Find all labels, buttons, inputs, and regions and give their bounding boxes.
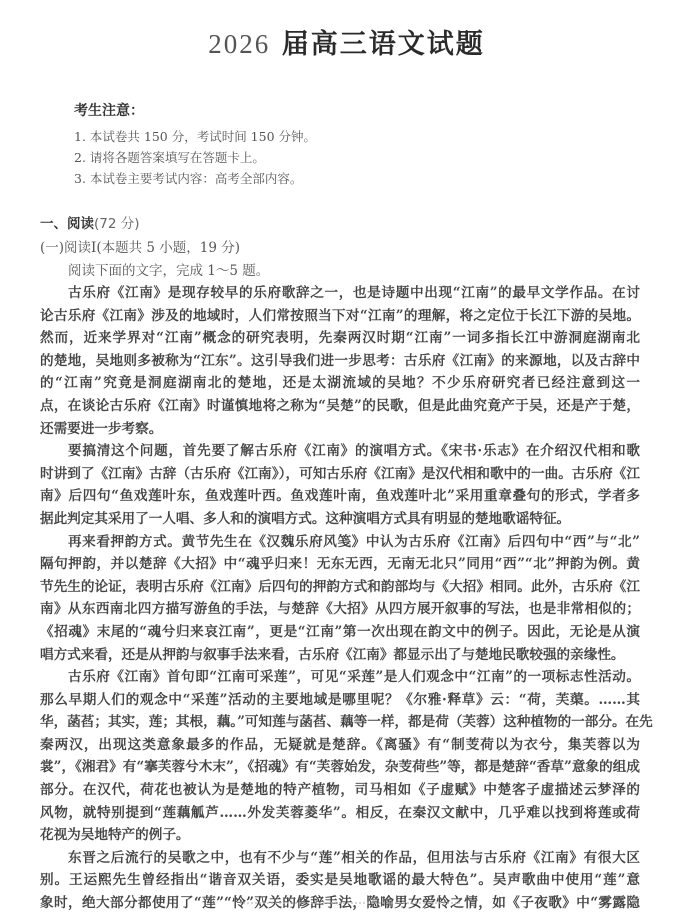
passage-line: 论古乐府《江南》涉及的地域时，人们常按照当下对“江南”的理解，将之定位于长江下游的吴地。 bbox=[40, 307, 640, 324]
passage-line: 的楚地，吴地则多被称为“江东”。这引导我们进一步思考：古乐府《江南》的来源地，以及古辞中 bbox=[40, 352, 640, 369]
passage-line: 点，在谈论古乐府《江南》时谨慎地将之称为“吴楚”的民歌，但是此曲究竟产于吴，还是产于楚， bbox=[40, 397, 640, 414]
passage-line: 然而，近来学界对“江南”概念的研究表明，先秦两汉时期“江南”一词多指长江中游洞庭湖南北 bbox=[40, 330, 640, 347]
reading-instruction: 阅读下面的文字，完成 1～5 题。 bbox=[68, 263, 270, 279]
section-heading bbox=[40, 212, 140, 232]
passage-line: 秦两汉，出现这类意象最多的作品，无疑就是楚辞。《离骚》有“制芰荷以为衣兮，集芙蓉以为 bbox=[40, 736, 640, 753]
passage-line: 部分。在汉代，荷花也被认为是楚地的特产植物，司马相如《子虚赋》中楚客子虚描述云梦泽的 bbox=[40, 782, 640, 799]
notice-item: 3. 本试卷主要考试内容：高考全部内容。 bbox=[74, 171, 303, 186]
passage-line: 要搞清这个问题，首先要了解古乐府《江南》的演唱方式。《宋书·乐志》在介绍汉代相和歌 bbox=[68, 443, 640, 460]
passage-line: 别。王运熙先生曾经指出“谐音双关语，委实是吴地歌谣的最大特色”。吴声歌曲中使用“莲”意 bbox=[40, 872, 640, 889]
passage-line: 古乐府《江南》是现存较早的乐府歌辞之一，也是诗题中出现“江南”的最早文学作品。在讨 bbox=[68, 285, 640, 301]
passage-line: 再来看押韵方式。黄节先生在《汉魏乐府风笺》中认为古乐府《江南》后四句中“西”与“北” bbox=[68, 533, 640, 550]
page-footer-fragment bbox=[240, 902, 460, 910]
exam-title bbox=[0, 22, 693, 61]
subsection-heading: (一)阅读Ⅰ(本题共 5 小题，19 分) bbox=[40, 240, 241, 256]
reading-passage bbox=[40, 282, 653, 915]
passage-line: 隔句押韵，并以楚辞《大招》中“魂乎归来！无东无西，无南无北只”同用“西”“北”押韵为例。黄 bbox=[40, 556, 640, 573]
passage-line: 《招魂》末尾的“魂兮归来哀江南”，更是“江南”第一次出现在韵文中的例子。因此，无论是从演 bbox=[40, 623, 640, 640]
passage-line: 南》后四句“鱼戏莲叶东，鱼戏莲叶西。鱼戏莲叶南，鱼戏莲叶北”采用重章叠句的形式，学者多 bbox=[40, 488, 640, 505]
notice-item: 2. 请将各题答案填写在答题卡上。 bbox=[74, 150, 265, 165]
passage-line: 古乐府《江南》首句即“江南可采莲”，可见“采莲”是人们观念中“江南”的一项标志性活动。 bbox=[68, 669, 640, 686]
section-points: (72 分) bbox=[94, 216, 140, 232]
exam-notice bbox=[74, 100, 316, 189]
passage-line: 象时，绝大部分都使用了“莲”“怜”双关的修辞手法，隐喻男女爱怜之情，如《子夜歌》中“雾露隐 bbox=[40, 895, 640, 912]
notice-item: 1. 本试卷共 150 分，考试时间 150 分钟。 bbox=[74, 129, 317, 144]
passage-line: 节先生的论证，表明古乐府《江南》后四句的押韵方式和韵部均与《大招》相同。此外，古乐府《江 bbox=[40, 578, 640, 595]
notice-heading: 考生注意： bbox=[74, 103, 144, 119]
passage-line: 唱方式来看，还是从押韵与叙事手法来看，古乐府《江南》都显示出了与楚地民歌较强的亲缘性。 bbox=[40, 646, 625, 663]
passage-line: 华，菡萏；其实，莲；其根，藕。”可知莲与菡萏、藕等一样，都是荷（芙蓉）这种植物的一部分。在先 bbox=[40, 714, 653, 731]
passage-line: 还需要进一步考察。 bbox=[40, 420, 163, 437]
section-label: 一、阅读 bbox=[40, 216, 94, 232]
passage-line: 裳”，《湘君》有“搴芙蓉兮木末”，《招魂》有“芙蓉始发，杂芰荷些”等，都是楚辞“香草”意象的组成 bbox=[40, 759, 640, 776]
passage-line: 时讲到了《江南》古辞（古乐府《江南》），可知古乐府《江南》是汉代相和歌中的一曲。古乐府《江 bbox=[40, 465, 640, 482]
title-year: 2026 bbox=[208, 29, 271, 59]
passage-line: 花视为吴地特产的例子。 bbox=[40, 827, 190, 844]
passage-line: 南》从东西南北四方描写游鱼的手法，与楚辞《大招》从四方展开叙事的写法，也是非常相似的； bbox=[40, 601, 640, 618]
passage-line: 风物，就特别提到“莲藕觚芦……外发芙蓉菱华”。相反，在秦汉文献中，几乎难以找到将莲或荷 bbox=[40, 804, 640, 821]
passage-line: 据此判定其采用了一人唱、多人和的演唱方式。这种演唱方式具有明显的楚地歌谣特征。 bbox=[40, 510, 571, 527]
passage-line: 的“江南”究竟是洞庭湖南北的楚地，还是太湖流域的吴地？不少乐府研究者已经注意到这一 bbox=[40, 375, 640, 392]
passage-line: 东晋之后流行的吴歌之中，也有不少与“莲”相关的作品，但用法与古乐府《江南》有很大区 bbox=[68, 849, 640, 866]
passage-line: 那么早期人们的观念中“采莲”活动的主要地域是哪里呢？《尔雅·释草》云：“荷，芙蕖。……其 bbox=[40, 691, 640, 708]
title-text: 届高三语文试题 bbox=[281, 29, 485, 60]
